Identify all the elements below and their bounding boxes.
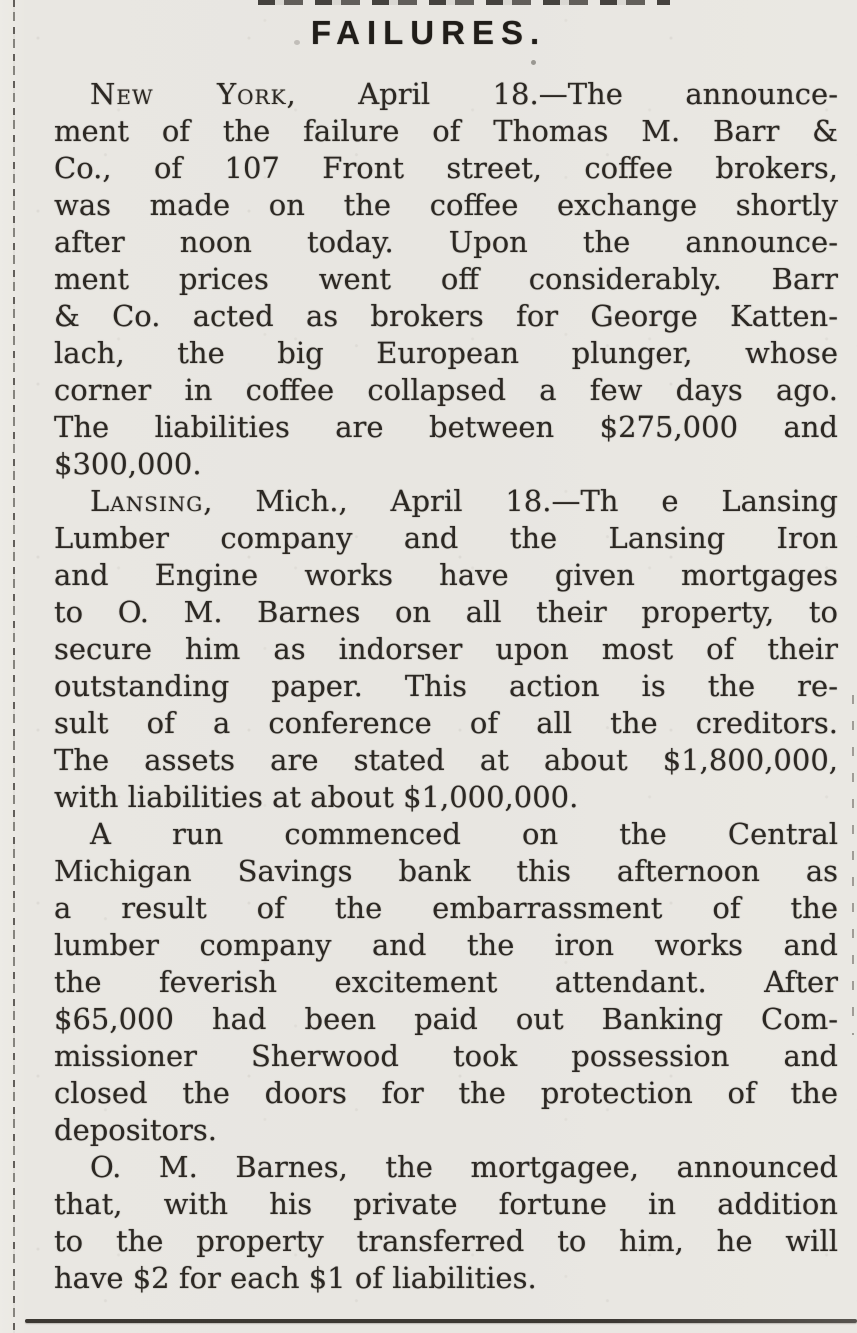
article-line: $65,000 had been paid out Banking Com- (54, 1002, 838, 1036)
article-line: sult of a conference of all the creditors. (54, 706, 838, 740)
dateline: New York (90, 77, 287, 111)
column-rule-left (13, 0, 15, 1333)
cropped-text-fragment (258, 0, 670, 5)
article-line: that, with his private fortune in addition (54, 1187, 838, 1221)
article-line: $300,000. (54, 447, 202, 481)
ink-speck (531, 60, 536, 65)
article-line: depositors. (54, 1113, 217, 1147)
article-line: A run commenced on the Central (90, 817, 838, 851)
article-line: to the property transferred to him, he will (54, 1224, 838, 1258)
article-line: corner in coffee collapsed a few days ago. (54, 373, 838, 407)
article-bottom-rule (25, 1319, 857, 1323)
article-line: ment of the failure of Thomas M. Barr & (54, 114, 838, 148)
article-line: ment prices went off considerably. Barr (54, 262, 838, 296)
article-line: outstanding paper. This action is the re- (54, 669, 838, 703)
article-line: closed the doors for the protection of the (54, 1076, 838, 1110)
article-line: have $2 for each $1 of liabilities. (54, 1261, 537, 1295)
column-rule-right (852, 695, 854, 1035)
article-line: O. M. Barnes, the mortgagee, announced (90, 1150, 838, 1184)
article-line: with liabilities at about $1,000,000. (54, 780, 579, 814)
article-line: The assets are stated at about $1,800,000, (54, 743, 838, 777)
article-line: missioner Sherwood took possession and (54, 1039, 838, 1073)
article-line: the feverish excitement attendant. After (54, 965, 838, 999)
article-line: New York, April 18.—The announce- (90, 77, 838, 111)
article-line: a result of the embarrassment of the (54, 891, 838, 925)
article-line: to O. M. Barnes on all their property, to (54, 595, 838, 629)
article-line: lach, the big European plunger, whose (54, 336, 838, 370)
article-line: Lumber company and the Lansing Iron (54, 521, 838, 555)
article-line: and Engine works have given mortgages (54, 558, 838, 592)
article-line: & Co. acted as brokers for George Katten- (54, 299, 838, 333)
article-line: was made on the coffee exchange shortly (54, 188, 838, 222)
dateline: Lansing (90, 484, 204, 518)
article-line: Lansing, Mich., April 18.—Th e Lansing (90, 484, 838, 518)
article-line: secure him as indorser upon most of their (54, 632, 838, 666)
article-body (54, 76, 838, 1297)
article-line: lumber company and the iron works and (54, 928, 838, 962)
article-headline: FAILURES. (310, 14, 547, 51)
article-line: Michigan Savings bank this afternoon as (54, 854, 838, 888)
article-line: after noon today. Upon the announce- (54, 225, 838, 259)
article-line: Co., of 107 Front street, coffee brokers, (54, 151, 838, 185)
article-line: The liabilities are between $275,000 and (54, 410, 838, 444)
